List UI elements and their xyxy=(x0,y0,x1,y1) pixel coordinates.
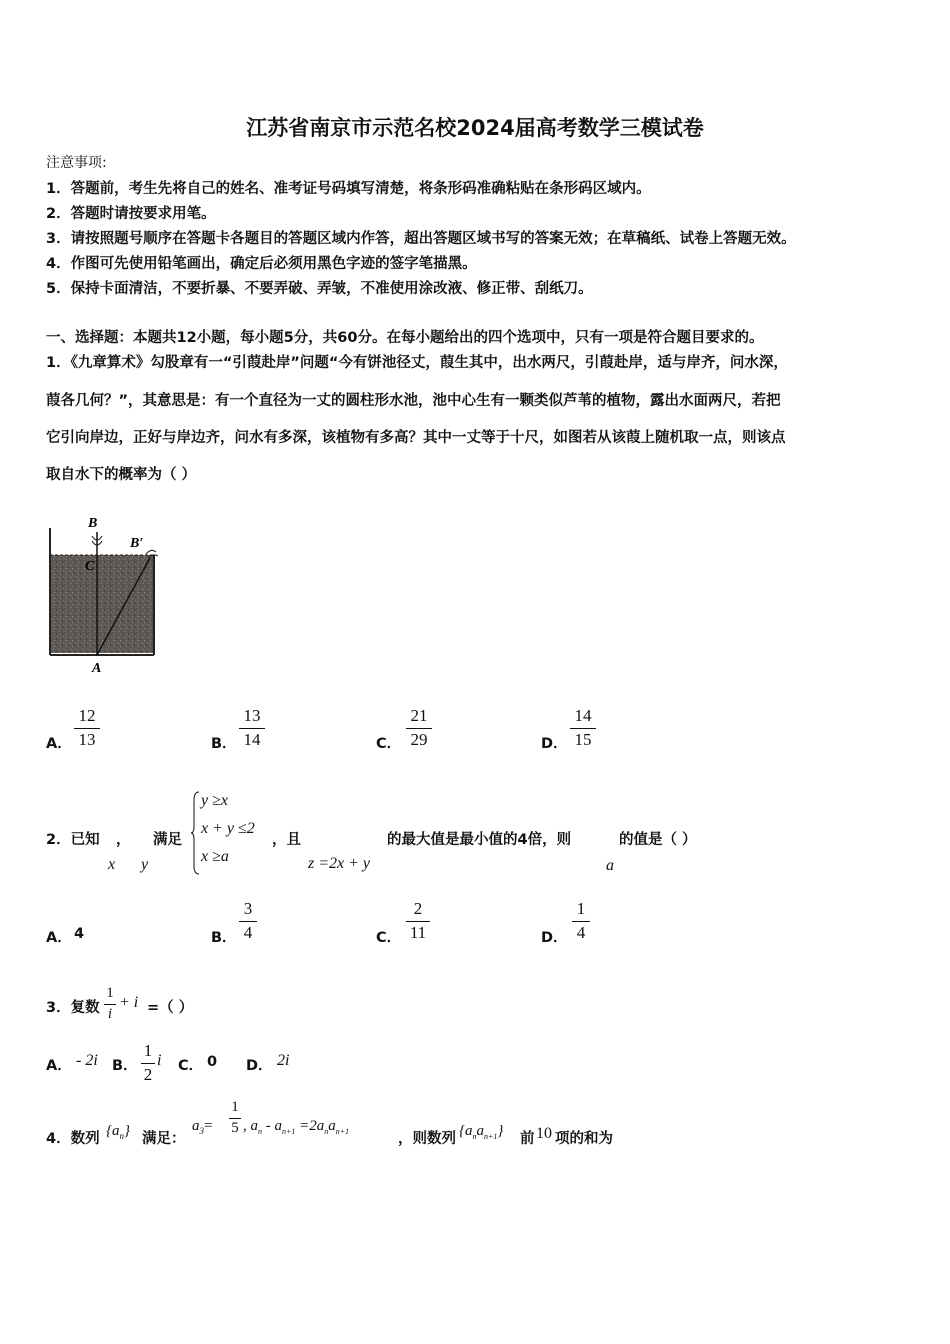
q4-a3: $a_3=$ xyxy=(192,1118,213,1136)
q2-var-a: a xyxy=(606,857,614,874)
notice-item: 1．答题前，考生先将自己的姓名、准考证号码填写清楚，将条形码准确粘贴在条形码区域内。 xyxy=(46,181,651,197)
q1-option-c-fraction[interactable]: 21 29 xyxy=(406,706,432,750)
q2-option-d-label[interactable]: D． xyxy=(541,930,568,946)
q2-var-y: y xyxy=(141,856,149,873)
q3-option-b-fraction[interactable]: 1 2 xyxy=(141,1041,155,1085)
system-brace xyxy=(191,790,201,876)
label-a: A xyxy=(92,661,102,675)
q1-option-a-label[interactable]: A． xyxy=(46,736,72,752)
q3-option-b-label[interactable]: B． xyxy=(112,1058,138,1074)
q1-option-b-fraction[interactable]: 13 14 xyxy=(239,706,265,750)
q4-satisfy: 满足： xyxy=(142,1131,186,1147)
section-heading: 一、选择题：本题共12小题，每小题5分，共60分。在每小题给出的四个选项中，只有一项是符合题目要求的。 xyxy=(46,330,764,346)
q3-option-a-value[interactable]: - 2i xyxy=(76,1052,98,1069)
q3-option-a-label[interactable]: A． xyxy=(46,1058,72,1074)
q1-option-b-label[interactable]: B． xyxy=(211,736,237,752)
q3-fraction: 1 i xyxy=(104,985,116,1023)
q4-then: ，则数列 xyxy=(398,1131,456,1147)
system-line: x ≥a xyxy=(201,848,229,865)
q2-option-c-fraction[interactable]: 2 11 xyxy=(406,899,430,943)
q2-option-a-value[interactable]: 4 xyxy=(74,926,85,942)
q4-suffix: 项的和为 xyxy=(555,1131,613,1147)
q2-objective: z =2x + y xyxy=(308,855,371,872)
q4-seq2: $\{a_na_{n+1}\}$ xyxy=(459,1123,504,1141)
q4-ten: 10 xyxy=(536,1125,552,1142)
q2-var-x: x xyxy=(108,856,116,873)
q3-option-c-label[interactable]: C． xyxy=(178,1058,204,1074)
q3-suffix: =（ ） xyxy=(147,1000,194,1016)
label-b-prime: B′ xyxy=(130,536,144,551)
q2-suffix: 的值是（ ） xyxy=(619,832,697,848)
q1-line: 取自水下的概率为（ ） xyxy=(46,467,197,483)
label-c: C xyxy=(85,559,95,574)
q2-option-b-fraction[interactable]: 3 4 xyxy=(239,899,257,943)
notice-item: 5．保持卡面清洁，不要折暴、不要弄破、弄皱，不准使用涂改液、修正带、刮纸刀。 xyxy=(46,281,593,297)
q4-seq1: $\{a_n\}$ xyxy=(106,1123,130,1141)
q3-plus-i: + i xyxy=(119,994,139,1011)
q2-comma: ， xyxy=(116,832,131,848)
q4-relation: , $a_n - a_{n+1} =2a_na_{n+1}$ xyxy=(243,1118,350,1136)
q2-prefix: 2．已知 xyxy=(46,832,100,848)
q2-and: ，且 xyxy=(272,832,301,848)
q3-option-b-tail: i xyxy=(157,1052,162,1069)
q3-option-c-value[interactable]: 0 xyxy=(207,1054,218,1070)
q4-fraction: 1 5 xyxy=(229,1099,241,1137)
notice-item: 3．请按照题号顺序在答题卡各题目的答题区域内作答，超出答题区域书写的答案无效；在草稿纸、试卷上答题无效。 xyxy=(46,231,796,247)
q1-option-d-fraction[interactable]: 14 15 xyxy=(570,706,596,750)
label-b: B xyxy=(88,516,98,531)
q2-middle: 的最大值是最小值的4倍，则 xyxy=(387,832,572,848)
q2-satisfy: 满足 xyxy=(153,832,182,848)
water-region xyxy=(50,555,154,653)
q1-line: 葭各几何？”，其意思是：有一个直径为一丈的圆柱形水池，池中心生有一颗类似芦苇的植物，露出水面两尺，若把 xyxy=(46,393,781,409)
system-line: x + y ≤2 xyxy=(201,820,255,837)
q3-option-d-label[interactable]: D． xyxy=(246,1058,273,1074)
q4-prefix: 4．数列 xyxy=(46,1131,100,1147)
q2-option-d-fraction[interactable]: 1 4 xyxy=(572,899,590,943)
page-title: 江苏省南京市示范名校2024届高考数学三模试卷 xyxy=(246,116,704,140)
q1-option-a-fraction[interactable]: 12 13 xyxy=(74,706,100,750)
q2-option-c-label[interactable]: C． xyxy=(376,930,402,946)
q1-option-d-label[interactable]: D． xyxy=(541,736,568,752)
notice-item: 2．答题时请按要求用笔。 xyxy=(46,206,216,222)
system-line: y ≥x xyxy=(201,792,228,809)
q3-prefix: 3．复数 xyxy=(46,1000,100,1016)
q2-option-a-label[interactable]: A． xyxy=(46,930,72,946)
pond-figure xyxy=(40,510,170,675)
q1-option-c-label[interactable]: C． xyxy=(376,736,402,752)
q1-line: 1．《九章算术》勾股章有一“引葭赴岸”问题“今有饼池径丈，葭生其中，出水两尺，引葭赴岸，适与岸齐，问水深， xyxy=(46,355,788,371)
notice-heading: 注意事项: xyxy=(46,155,107,171)
q2-option-b-label[interactable]: B． xyxy=(211,930,237,946)
q4-qian: 前 xyxy=(520,1131,535,1147)
notice-item: 4．作图可先使用铅笔画出，确定后必须用黑色字迹的签字笔描黑。 xyxy=(46,256,477,272)
q3-option-d-value[interactable]: 2i xyxy=(277,1052,290,1069)
q1-line: 它引向岸边，正好与岸边齐，问水有多深，该植物有多高？其中一丈等于十尺，如图若从该葭上随机取一点，则该点 xyxy=(46,430,786,446)
